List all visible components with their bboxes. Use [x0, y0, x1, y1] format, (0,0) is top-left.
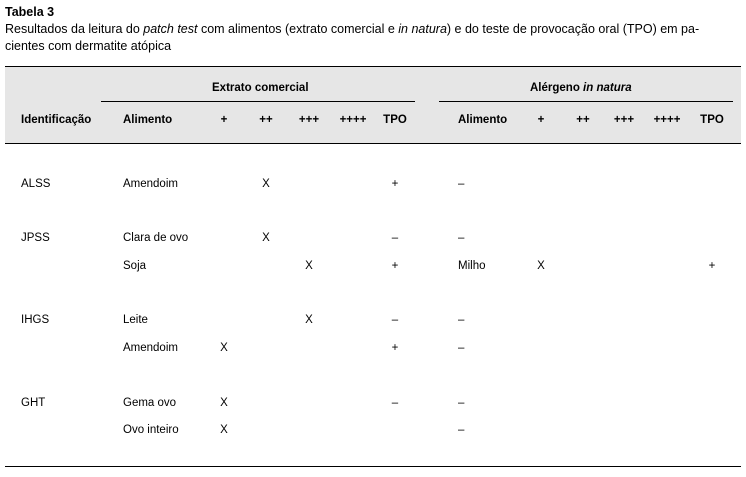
cell-alimento: Clara de ovo	[123, 232, 189, 244]
group-header-extrato: Extrato comercial	[212, 82, 309, 94]
table-top-rule	[5, 66, 741, 67]
table-bottom-rule	[5, 466, 741, 467]
col-header-plus-3: +++	[298, 114, 320, 126]
cell-identificacao: JPSS	[21, 232, 50, 244]
cell-alimento: Gema ovo	[123, 397, 177, 409]
table-caption	[5, 21, 743, 55]
cell-alimento: Ovo inteiro	[123, 424, 179, 436]
col-header-plus-3-natura: +++	[613, 114, 635, 126]
col-header-alimento-natura: Alimento	[458, 114, 508, 126]
cell-alimento-natura: –	[458, 342, 465, 354]
cell-alimento-natura: –	[458, 314, 465, 326]
col-header-plus-2-natura: ++	[576, 114, 590, 126]
col-header-identificacao: Identificação	[21, 114, 92, 126]
cell-tpo-natura: +	[708, 260, 716, 272]
cell-tpo: +	[391, 178, 399, 190]
cell-plus-2: X	[262, 232, 270, 244]
cell-alimento-natura: –	[458, 178, 465, 190]
group-header-alergeno	[530, 81, 632, 95]
table-header-background	[5, 66, 741, 144]
col-header-alimento-extrato: Alimento	[123, 114, 173, 126]
cell-identificacao: ALSS	[21, 178, 51, 190]
group-rule-extrato	[101, 101, 415, 102]
cell-identificacao: IHGS	[21, 314, 50, 326]
col-header-plus-1-natura: +	[537, 114, 545, 126]
cell-plus-3: X	[305, 314, 313, 326]
cell-alimento-natura: –	[458, 397, 465, 409]
caption-line-2: cientes com dermatite atópica	[5, 39, 172, 53]
col-header-tpo-natura: TPO	[700, 114, 724, 126]
caption-italic-1: patch test	[143, 22, 198, 36]
cell-plus-1: X	[220, 342, 228, 354]
group-header-alergeno-italic: in natura	[583, 82, 632, 94]
cell-tpo: +	[391, 342, 399, 354]
caption-italic-2: in natura	[398, 22, 447, 36]
cell-alimento-natura: Milho	[458, 260, 486, 272]
cell-alimento: Soja	[123, 260, 147, 272]
col-header-plus-4-natura: ++++	[653, 114, 681, 126]
col-header-plus-4: ++++	[339, 114, 367, 126]
cell-plus-2: X	[262, 178, 270, 190]
col-header-plus-2: ++	[259, 114, 273, 126]
cell-alimento: Amendoim	[123, 178, 178, 190]
group-rule-alergeno	[439, 101, 733, 102]
caption-part-3: ) e do teste de provocação oral (TPO) em pa-	[446, 22, 700, 36]
cell-tpo: –	[391, 397, 399, 409]
cell-tpo: –	[391, 314, 399, 326]
cell-plus-1-natura: X	[537, 260, 545, 272]
cell-plus-1: X	[220, 424, 228, 436]
cell-identificacao: GHT	[21, 397, 46, 409]
col-header-plus-1: +	[220, 114, 228, 126]
header-bottom-rule	[5, 143, 741, 144]
caption-part-1: Resultados da leitura do	[5, 22, 144, 36]
cell-tpo: –	[391, 232, 399, 244]
caption-part-2: com alimentos (extrato comercial e	[197, 22, 399, 36]
cell-alimento-natura: –	[458, 232, 465, 244]
cell-plus-1: X	[220, 397, 228, 409]
cell-alimento: Leite	[123, 314, 148, 326]
cell-alimento-natura: –	[458, 424, 465, 436]
table-title: Tabela 3	[5, 5, 55, 19]
cell-plus-3: X	[305, 260, 313, 272]
cell-alimento: Amendoim	[123, 342, 178, 354]
group-header-alergeno-text: Alérgeno	[530, 82, 584, 94]
cell-tpo: +	[391, 260, 399, 272]
col-header-tpo-extrato: TPO	[383, 114, 407, 126]
